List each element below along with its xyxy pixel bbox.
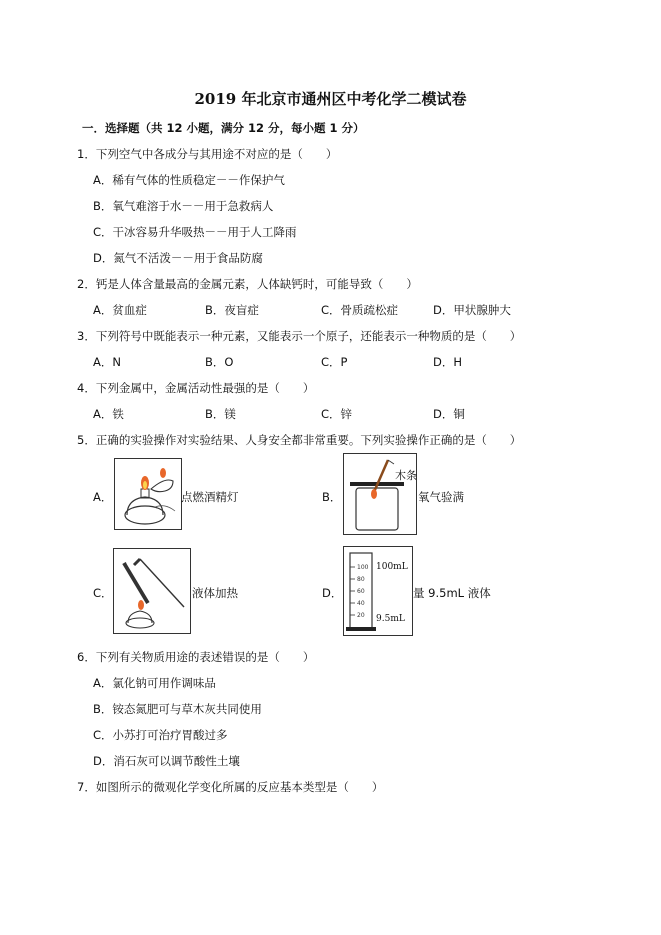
cylinder-scale-100: 100 (357, 564, 369, 571)
question-5-option-a-letter[interactable]: A． (93, 490, 113, 504)
question-2-stem: 2．钙是人体含量最高的金属元素，人体缺钙时，可能导致（ ） (77, 277, 418, 291)
question-4-option-c[interactable]: C．锌 (321, 407, 353, 421)
question-4-option-b[interactable]: B．镁 (205, 407, 236, 421)
question-6-option-c[interactable]: C．小苏打可治疗胃酸过多 (93, 728, 228, 742)
question-2-option-b[interactable]: B．夜盲症 (205, 303, 259, 317)
question-5-option-a-caption: 点燃酒精灯 (181, 490, 239, 504)
cylinder-scale-40: 40 (357, 600, 365, 607)
page-title: 2019 年北京市通州区中考化学二模试卷 (194, 90, 467, 108)
question-6-option-d[interactable]: D．消石灰可以调节酸性土壤 (93, 754, 240, 768)
cylinder-scale-20: 20 (357, 612, 365, 619)
question-5-option-d-letter[interactable]: D． (322, 586, 343, 600)
splint-label: 木条 (395, 469, 417, 482)
question-5-option-b-letter[interactable]: B． (322, 490, 342, 504)
question-1-stem: 1．下列空气中各成分与其用途不对应的是（ ） (77, 147, 338, 161)
question-3-option-a[interactable]: A．N (93, 355, 121, 369)
question-3-stem: 3．下列符号中既能表示一种元素，又能表示一个原子，还能表示一种物质的是（ ） (77, 329, 522, 343)
cylinder-scale-80: 80 (357, 576, 365, 583)
question-1-option-b[interactable]: B．氧气难溶于水－－用于急救病人 (93, 199, 274, 213)
question-2-option-a[interactable]: A．贫血症 (93, 303, 147, 317)
cylinder-scale-60: 60 (357, 588, 365, 595)
cylinder-volume-label: 100mL (376, 562, 408, 572)
heating-liquid-figure (113, 548, 191, 634)
question-3-option-c[interactable]: C．P (321, 355, 348, 369)
question-3-option-d[interactable]: D．H (433, 355, 463, 369)
question-5-option-b-caption: 氧气验满 (418, 490, 464, 504)
question-2-option-c[interactable]: C．骨质疏松症 (321, 303, 399, 317)
question-1-option-a[interactable]: A．稀有气体的性质稳定－－作保护气 (93, 173, 285, 187)
cylinder-reading-label: 9.5mL (376, 614, 405, 624)
question-4-option-a[interactable]: A．铁 (93, 407, 124, 421)
alcohol-lamp-figure (114, 458, 182, 530)
question-6-option-b[interactable]: B．铵态氮肥可与草木灰共同使用 (93, 702, 262, 716)
question-5-option-c-caption: 液体加热 (192, 586, 238, 600)
question-4-stem: 4．下列金属中，金属活动性最强的是（ ） (77, 381, 315, 395)
question-3-option-b[interactable]: B．O (205, 355, 234, 369)
question-5-option-d-caption: 量 9.5mL 液体 (413, 586, 491, 600)
oxygen-test-figure (343, 453, 417, 535)
question-4-option-d[interactable]: D．铜 (433, 407, 465, 421)
question-6-option-a[interactable]: A．氯化钠可用作调味品 (93, 676, 216, 690)
question-5-option-c-letter[interactable]: C． (93, 586, 113, 600)
graduated-cylinder-figure (343, 546, 413, 636)
question-1-option-c[interactable]: C．干冰容易升华吸热－－用于人工降雨 (93, 225, 297, 239)
question-5-stem: 5．正确的实验操作对实验结果、人身安全都非常重要。下列实验操作正确的是（ ） (77, 433, 522, 447)
question-6-stem: 6．下列有关物质用途的表述错误的是（ ） (77, 650, 315, 664)
question-2-option-d[interactable]: D．甲状腺肿大 (433, 303, 511, 317)
section-heading: 一．选择题（共 12 小题，满分 12 分，每小题 1 分） (82, 121, 365, 135)
question-1-option-d[interactable]: D．氮气不活泼－－用于食品防腐 (93, 251, 263, 265)
question-7-stem: 7．如图所示的微观化学变化所属的反应基本类型是（ ） (77, 780, 384, 794)
